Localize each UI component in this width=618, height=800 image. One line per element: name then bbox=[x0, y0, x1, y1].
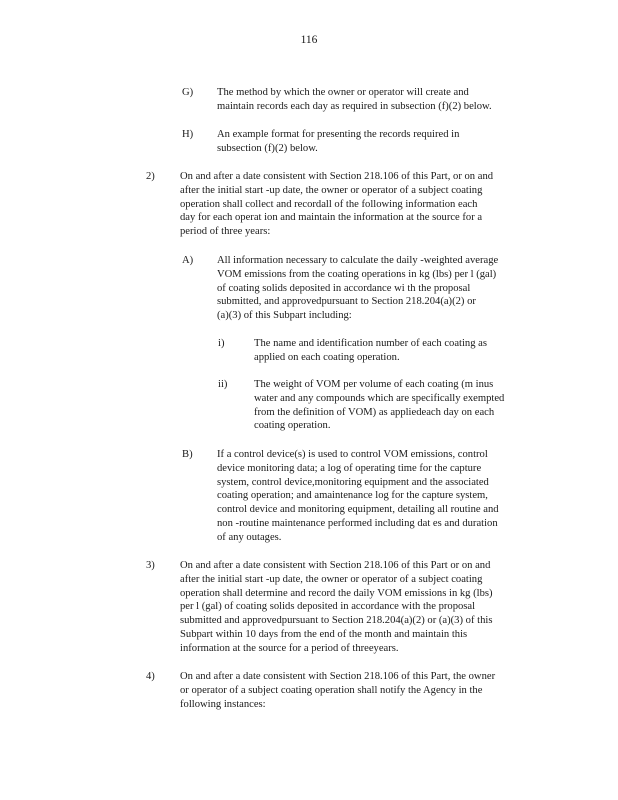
text-line: If a control device(s) is used to control VOM emissions, control bbox=[217, 449, 488, 460]
item-label: B) bbox=[182, 449, 193, 460]
text-line: water and any compounds which are specifically exempted bbox=[254, 392, 505, 404]
text-line: The name and identification number of each coating as bbox=[254, 338, 487, 349]
text-line: Subpart within 10 days from the end of the month and maintain this bbox=[180, 628, 468, 640]
item-text bbox=[217, 448, 499, 545]
item-text bbox=[254, 337, 487, 365]
text-line: coating operation. bbox=[254, 420, 331, 432]
text-line: per l (gal) of coating solids deposited in accordance with the proposal bbox=[180, 601, 476, 613]
text-line: coating operation; and amaintenance log for the capture system, bbox=[217, 490, 488, 502]
item-text bbox=[254, 378, 504, 433]
text-line: All information necessary to calculate the daily -weighted average bbox=[217, 255, 499, 266]
item-label: 3) bbox=[146, 560, 155, 571]
item-text bbox=[180, 170, 493, 239]
text-line: after the initial start -up date, the owner or operator of a subject coating bbox=[180, 184, 483, 196]
text-line: operation shall determine and record the daily VOM emissions in kg (lbs) bbox=[180, 587, 493, 599]
text-line: On and after a date consistent with Section 218.106 of this Part, the owner bbox=[180, 671, 496, 682]
item-label: A) bbox=[182, 255, 194, 266]
text-line: from the definition of VOM) as appliedeach day on each bbox=[254, 406, 495, 418]
text-line: An example format for presenting the records required in bbox=[217, 129, 460, 140]
text-line: non -routine maintenance performed including dat es and duration bbox=[217, 517, 498, 529]
text-line: The method by which the owner or operator will create and bbox=[217, 87, 469, 98]
item-text bbox=[217, 254, 498, 323]
text-line: system, control device,monitoring equipment and the associated bbox=[217, 476, 489, 488]
text-line: or operator of a subject coating operation shall notify the Agency in the bbox=[180, 684, 483, 696]
text-line: following instances: bbox=[180, 698, 266, 710]
text-line: day for each operat ion and maintain the information at the source for a bbox=[180, 212, 483, 224]
item-label: G) bbox=[182, 87, 194, 98]
text-line: (a)(3) of this Subpart including: bbox=[217, 310, 352, 322]
text-line: period of three years: bbox=[180, 226, 271, 238]
text-line: of any outages. bbox=[217, 531, 282, 543]
item-text bbox=[180, 559, 493, 656]
item-label: 2) bbox=[146, 171, 155, 182]
item-label: 4) bbox=[146, 671, 155, 682]
text-line: of coating solids deposited in accordance wi th the proposal bbox=[217, 282, 471, 294]
text-line: operation shall collect and recordall of the following information each bbox=[180, 198, 478, 210]
text-line: device monitoring data; a log of operating time for the capture bbox=[217, 462, 482, 474]
text-line: information at the source for a period of threeyears. bbox=[180, 642, 399, 654]
item-text bbox=[180, 670, 495, 711]
text-line: submitted and approvedpursuant to Section 218.204(a)(2) or (a)(3) of this bbox=[180, 615, 493, 627]
item-label: H) bbox=[182, 129, 194, 140]
text-line: after the initial start -up date, the owner or operator of a subject coating bbox=[180, 573, 483, 585]
item-label: i) bbox=[218, 338, 225, 349]
item-text bbox=[217, 86, 492, 114]
text-line: On and after a date consistent with Section 218.106 of this Part or on and bbox=[180, 560, 491, 571]
text-line: submitted, and approvedpursuant to Section 218.204(a)(2) or bbox=[217, 296, 476, 308]
item-text bbox=[217, 128, 459, 156]
text-line: maintain records each day as required in subsection (f)(2) below. bbox=[217, 100, 492, 112]
text-line: The weight of VOM per volume of each coating (m inus bbox=[254, 379, 494, 390]
text-line: VOM emissions from the coating operations in kg (lbs) per l (gal) bbox=[217, 268, 497, 280]
text-line: control device and monitoring equipment, detailing all routine and bbox=[217, 504, 499, 516]
item-label: ii) bbox=[218, 379, 228, 390]
text-line: applied on each coating operation. bbox=[254, 351, 400, 363]
text-line: On and after a date consistent with Section 218.106 of this Part, or on and bbox=[180, 171, 494, 182]
text-line: subsection (f)(2) below. bbox=[217, 142, 318, 154]
page-number: 116 bbox=[300, 34, 318, 46]
